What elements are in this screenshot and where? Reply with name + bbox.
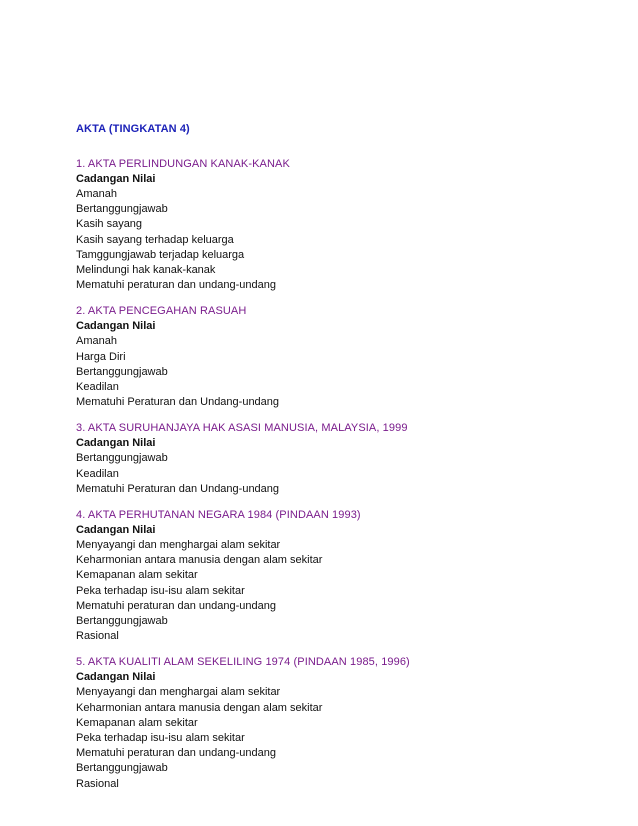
value-item: Menyayangi dan menghargai alam sekitar — [76, 686, 281, 699]
value-item: Keharmonian antara manusia dengan alam sekitar — [76, 554, 323, 567]
sections-container — [76, 157, 616, 792]
value-list — [76, 187, 616, 293]
value-item: Keadilan — [76, 467, 119, 480]
value-item: Mematuhi peraturan dan undang-undang — [76, 747, 276, 760]
section-heading: 3. AKTA SURUHANJAYA HAK ASASI MANUSIA, MALAYSIA, 1999 — [76, 422, 408, 435]
value-item: Mematuhi peraturan dan undang-undang — [76, 279, 276, 292]
section-heading: 4. AKTA PERHUTANAN NEGARA 1984 (PINDAAN 1993) — [76, 509, 361, 522]
document-title: AKTA (TINGKATAN 4) — [76, 123, 190, 135]
act-section — [76, 421, 616, 497]
value-item: Keadilan — [76, 381, 119, 394]
value-item: Rasional — [76, 630, 119, 643]
section-heading: 1. AKTA PERLINDUNGAN KANAK-KANAK — [76, 158, 290, 170]
value-item: Peka terhadap isu-isu alam sekitar — [76, 732, 245, 745]
value-item: Amanah — [76, 335, 117, 348]
document-page — [76, 122, 616, 803]
value-item: Mematuhi peraturan dan undang-undang — [76, 599, 276, 612]
section-subheading: Cadangan Nilai — [76, 524, 156, 537]
value-list — [76, 538, 616, 644]
value-item: Mematuhi Peraturan dan Undang-undang — [76, 482, 280, 495]
section-subheading: Cadangan Nilai — [76, 173, 156, 185]
value-item: Harga Diri — [76, 350, 126, 363]
value-item: Melindungi hak kanak-kanak — [76, 264, 216, 277]
section-subheading: Cadangan Nilai — [76, 671, 156, 684]
value-item: Peka terhadap isu-isu alam sekitar — [76, 584, 245, 597]
value-list — [76, 451, 616, 497]
act-section — [76, 655, 616, 791]
value-list — [76, 334, 616, 410]
act-section — [76, 304, 616, 410]
section-subheading: Cadangan Nilai — [76, 437, 156, 450]
value-item: Bertanggungjawab — [76, 452, 168, 465]
value-item: Bertanggungjawab — [76, 365, 168, 378]
value-item: Rasional — [76, 777, 119, 790]
section-heading: 5. AKTA KUALITI ALAM SEKELILING 1974 (PINDAAN 1985, 1996) — [76, 656, 410, 669]
value-item: Amanah — [76, 188, 117, 200]
value-item: Bertanggungjawab — [76, 762, 168, 775]
value-item: Bertanggungjawab — [76, 203, 168, 216]
act-section — [76, 508, 616, 644]
act-section — [76, 157, 616, 293]
value-item: Bertanggungjawab — [76, 615, 168, 628]
value-item: Keharmonian antara manusia dengan alam sekitar — [76, 701, 323, 714]
value-list — [76, 685, 616, 791]
value-item: Kemapanan alam sekitar — [76, 569, 198, 582]
value-item: Menyayangi dan menghargai alam sekitar — [76, 539, 281, 552]
value-item: Kasih sayang — [76, 218, 143, 231]
value-item: Tamggungjawab terjadap keluarga — [76, 248, 245, 261]
section-subheading: Cadangan Nilai — [76, 320, 156, 333]
value-item: Mematuhi Peraturan dan Undang-undang — [76, 396, 280, 409]
value-item: Kasih sayang terhadap keluarga — [76, 233, 234, 246]
section-heading: 2. AKTA PENCEGAHAN RASUAH — [76, 305, 247, 318]
value-item: Kemapanan alam sekitar — [76, 716, 198, 729]
